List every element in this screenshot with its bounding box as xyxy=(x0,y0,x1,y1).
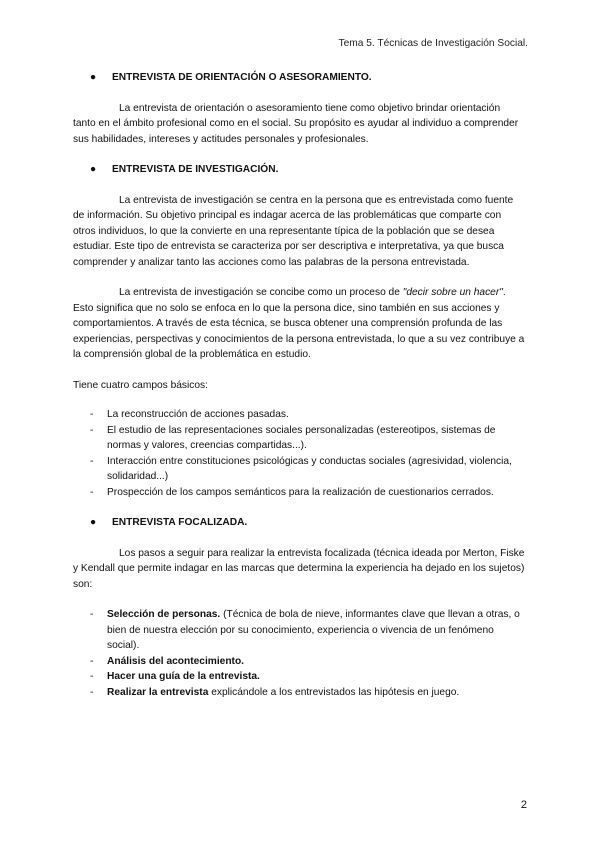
section-heading-focalizada xyxy=(73,515,525,531)
list-item-text: Interacción entre constituciones psicológicas y conductas sociales (agresividad, violencia, solidaridad...) xyxy=(107,455,512,482)
text-run: . Esto significa que no solo se enfoca en lo que la persona dice, sino también en sus acciones y comportamientos. A través de esta técnica, se busca obtener una comprensión profunda de las experiencias, perspectivas y conocimientos de la persona entrevistada, lo que a su vez contribuye a la comprensión global de la problemática en estudio. xyxy=(73,287,525,360)
paragraph: La entrevista de orientación o asesoramiento tiene como objetivo brindar orientación tanto en el ámbito profesional como en el social. Su propósito es ayudar al individuo a comprender sus habilidades, intereses y actitudes personales y profesionales. xyxy=(73,102,519,145)
list-item-text xyxy=(107,607,525,654)
bullet-icon: ● xyxy=(90,72,97,83)
section-heading-investigacion xyxy=(73,162,525,178)
list-item-text: El estudio de las representaciones sociales personalizadas (estereotipos, sistemas de normas y valores, creencias compartidas...). xyxy=(107,424,496,451)
list-item xyxy=(73,423,525,454)
dash-icon: - xyxy=(90,424,94,436)
dash-icon: - xyxy=(90,455,94,467)
list-item xyxy=(73,407,525,423)
dash-icon: - xyxy=(90,671,94,682)
list-item-text: Prospección de los campos semánticos para la realización de cuestionarios cerrados. xyxy=(107,486,494,498)
list-item xyxy=(73,607,525,654)
heading-text: ENTREVISTA DE INVESTIGACIÓN. xyxy=(112,164,279,175)
page-header: Tema 5. Técnicas de Investigación Social. xyxy=(338,38,528,49)
pasos-list xyxy=(73,607,525,700)
dash-icon: - xyxy=(90,409,94,420)
list-item xyxy=(73,485,525,501)
list-item xyxy=(73,654,525,670)
list-item-text xyxy=(107,685,525,701)
list-item xyxy=(73,669,525,685)
dash-icon: - xyxy=(90,655,94,667)
dash-icon: - xyxy=(90,609,94,620)
dash-icon: - xyxy=(90,486,94,498)
step-detail: explicándole a los entrevistados las hipótesis en juego. xyxy=(208,686,460,698)
bullet-icon: ● xyxy=(90,517,97,528)
step-title: Selección de personas. xyxy=(107,609,221,620)
step-title: Análisis del acontecimiento. xyxy=(107,655,245,667)
page-number: 2 xyxy=(520,799,527,811)
list-item xyxy=(73,454,525,485)
paragraph: Los pasos a seguir para realizar la entrevista focalizada (técnica ideada por Merton, Fiske y Kendall que permite indagar en las marcas que determina la experiencia ha dejado en los sujetos) son: xyxy=(73,547,525,590)
list-item-text: La reconstrucción de acciones pasadas. xyxy=(107,409,289,420)
page-content xyxy=(73,70,525,700)
list-item-text xyxy=(107,654,525,670)
step-title: Hacer una guía de la entrevista. xyxy=(107,671,260,682)
step-title: Realizar la entrevista xyxy=(107,686,209,698)
dash-icon: - xyxy=(90,686,94,698)
quote-text: "decir sobre un hacer" xyxy=(402,287,503,298)
heading-text: ENTREVISTA FOCALIZADA. xyxy=(112,517,248,528)
step-detail: (Técnica de bola de nieve, informantes clave que llevan a otras, o bien de nuestra elección por su conocimiento, experiencia o vivencia de un fenómeno social). xyxy=(107,609,520,651)
section-heading-orientacion xyxy=(73,70,525,86)
list-item-text xyxy=(107,669,525,685)
bullet-icon: ● xyxy=(90,164,97,175)
list-item xyxy=(73,685,525,701)
text-run: La entrevista de investigación se concibe como un proceso de xyxy=(119,287,403,298)
paragraph: Tiene cuatro campos básicos: xyxy=(73,379,208,391)
campos-list xyxy=(73,407,525,500)
paragraph: La entrevista de investigación se centra en la persona que es entrevistada como fuente de información. Su objetivo principal es indagar acerca de las problemáticas que comparte con otros individuos, lo que la convierte en una representante típica de la población que se desea estudiar. Este tipo de entrevista se caracteriza por ser descriptiva e interpretativa, ya que busca comprender y analizar tanto las acciones como las palabras de la persona entrevistada. xyxy=(73,194,514,268)
heading-text: ENTREVISTA DE ORIENTACIÓN O ASESORAMIENTO. xyxy=(112,72,372,83)
paragraph xyxy=(73,285,525,363)
